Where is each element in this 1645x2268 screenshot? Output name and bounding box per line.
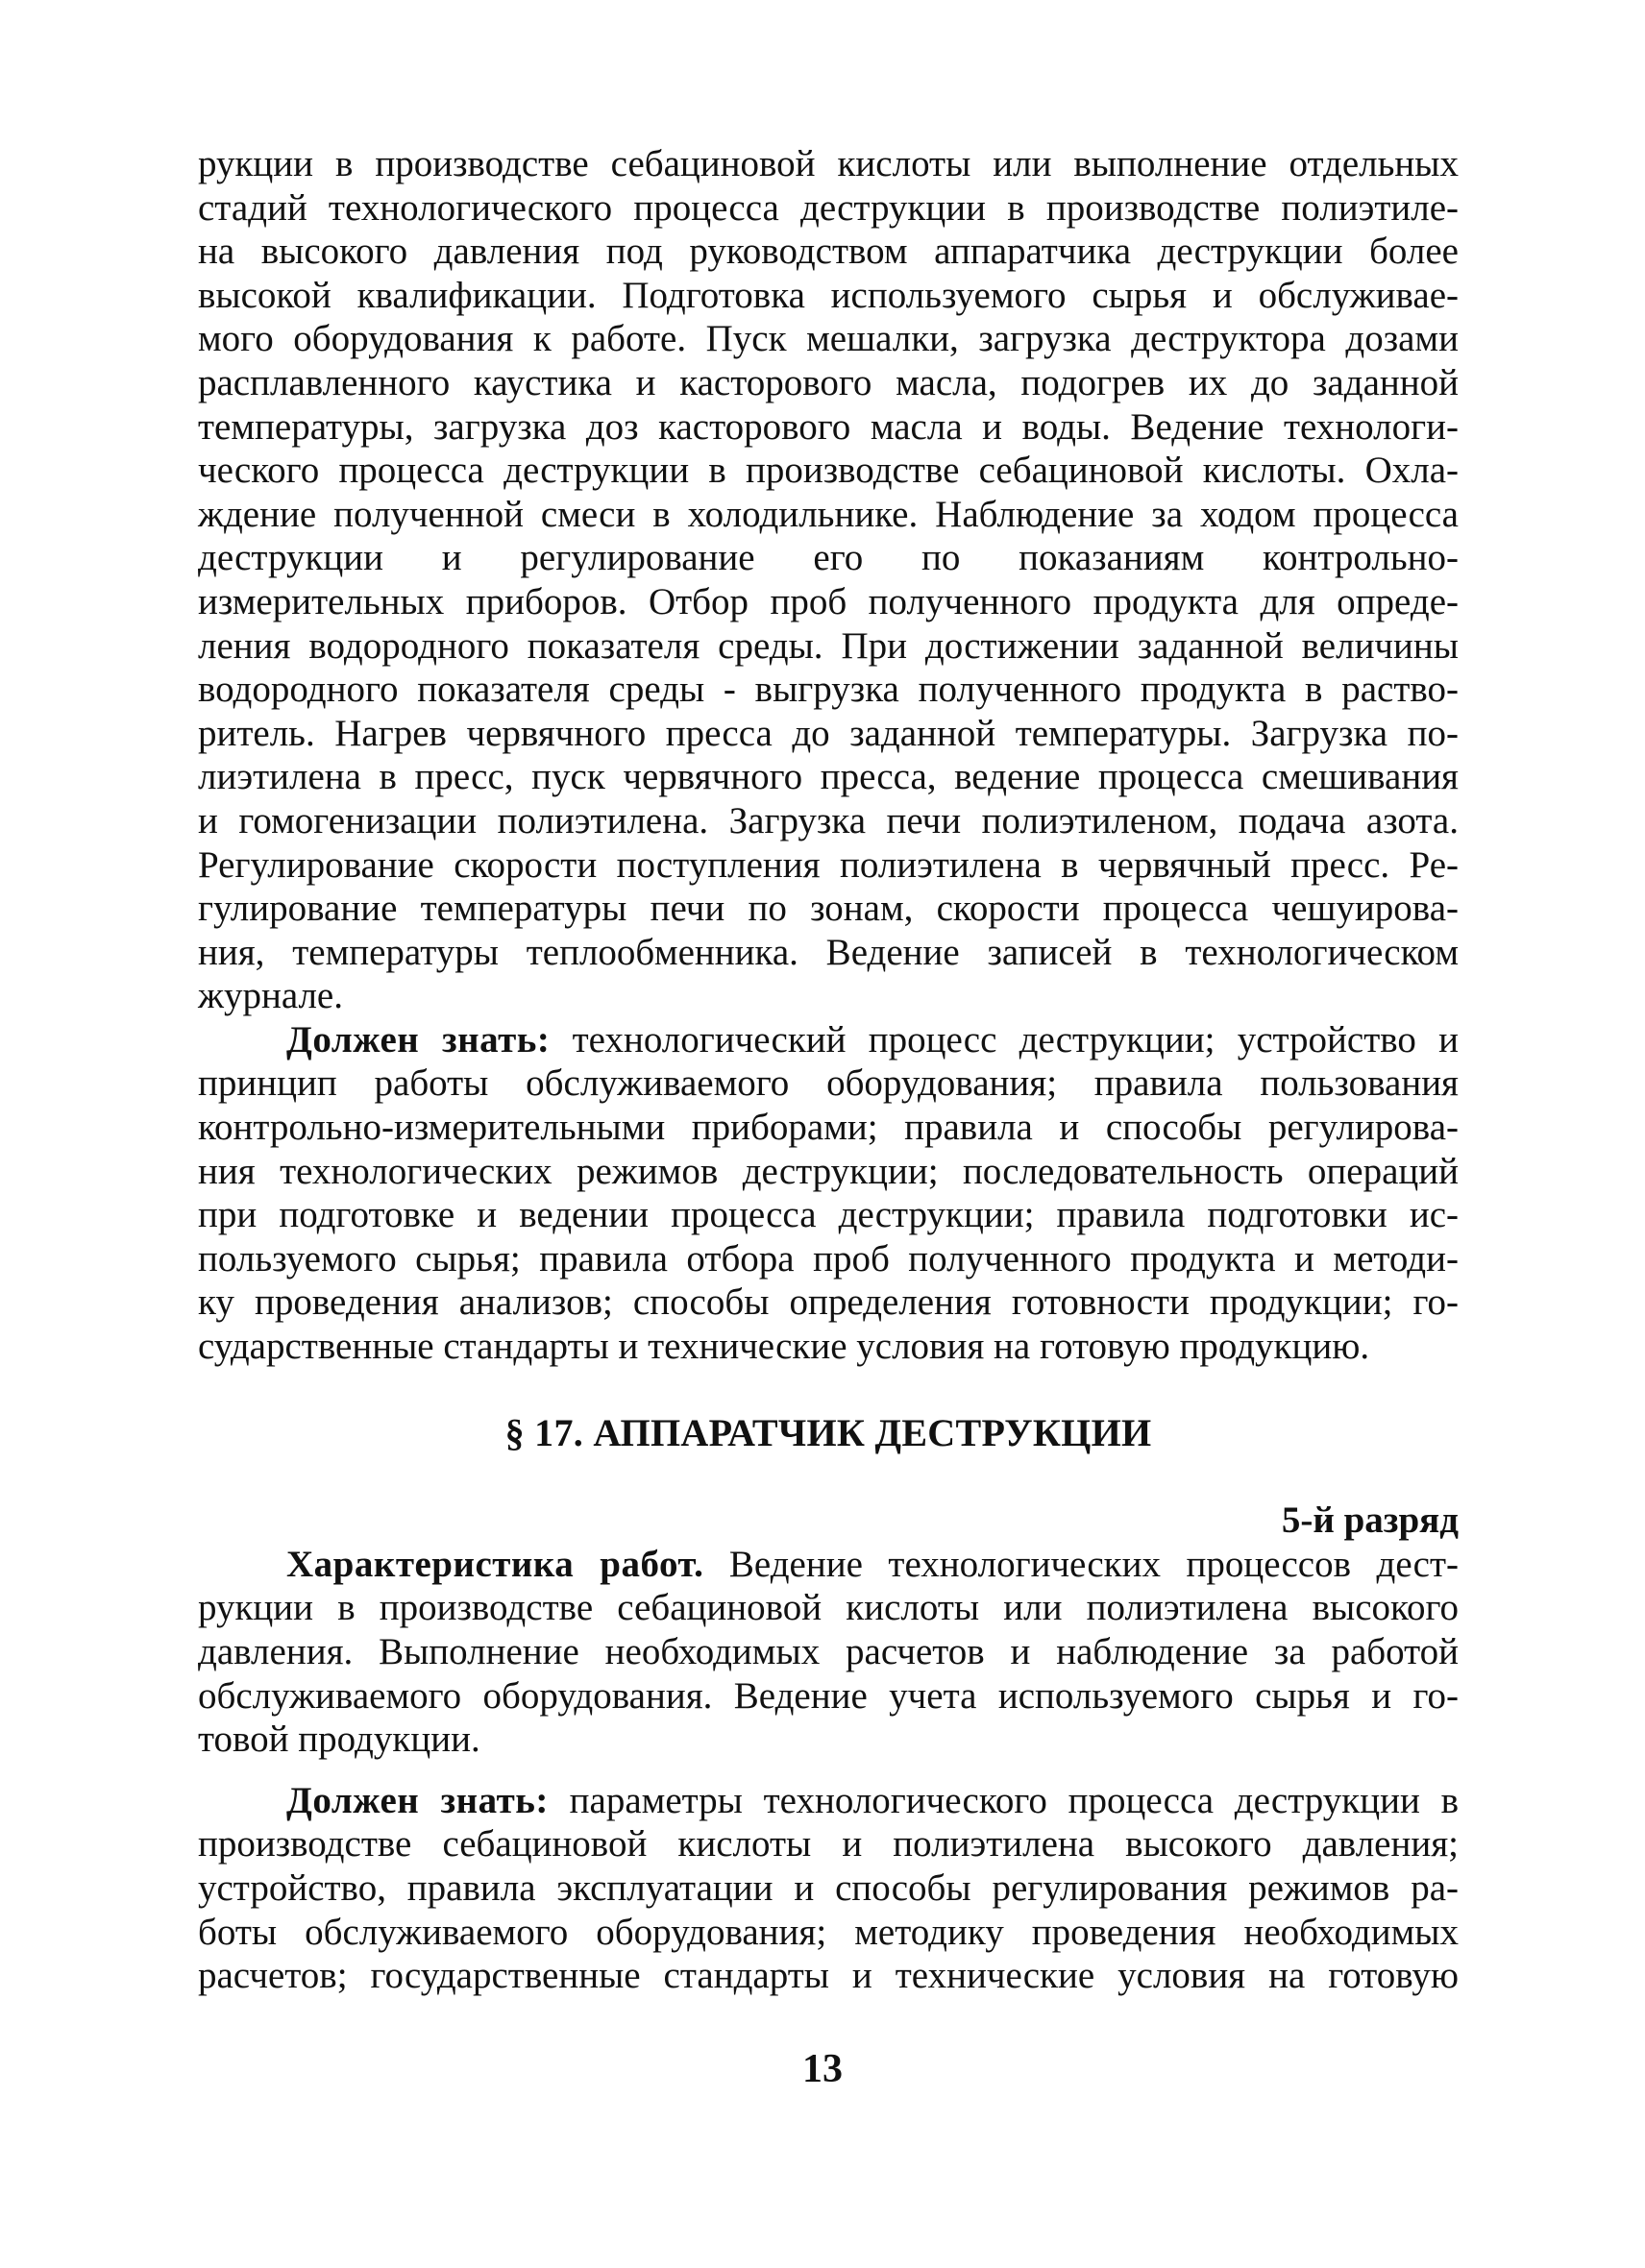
text-line: ку проведения анализов; способы определения готовности продукции; го-	[198, 1281, 1459, 1324]
paragraph-must-know-5	[198, 1779, 1459, 1998]
text-line: и гомогенизации полиэтилена. Загрузка печи полиэтиленом, подача азота.	[198, 799, 1459, 841]
text-line: журнале.	[198, 975, 343, 1017]
text-line: гулирование температуры печи по зонам, скорости процесса чешуирова-	[198, 888, 1459, 930]
text-line: контрольно-измерительными приборами; правила и способы регулирова-	[198, 1107, 1459, 1149]
text-line	[198, 1543, 1459, 1587]
page-number: 13	[802, 2047, 843, 2091]
text-line: рукции в производстве себациновой кислоты или выполнение отдельных	[198, 143, 1459, 184]
spacer	[198, 1369, 1459, 1411]
characteristics-label: Характеристика работ.	[286, 1543, 704, 1585]
text-line: высокой квалификации. Подготовка используемого сырья и обслуживае-	[198, 274, 1459, 316]
text-line: ния технологических режимов деструкции; последовательность операций	[198, 1150, 1459, 1192]
text-line: сударственные стандарты и технические условия на готовую продукцию.	[198, 1326, 1370, 1368]
text-fragment: Ведение технологических процессов дест-	[728, 1543, 1459, 1585]
text-line: стадий технологического процесса деструкции в производстве полиэтиле-	[198, 186, 1459, 229]
text-line: пользуемого сырья; правила отбора проб полученного продукта и методи-	[198, 1237, 1459, 1280]
text-line: температуры, загрузка доз касторового масла и воды. Ведение технологи-	[198, 405, 1459, 448]
text-line: товой продукции.	[198, 1719, 480, 1761]
text-line	[198, 1018, 1459, 1062]
text-line: лиэтилена в пресс, пуск червячного пресса, ведение процесса смешивания	[198, 756, 1459, 798]
page-body	[198, 142, 1459, 1998]
text-line: на высокого давления под руководством аппаратчика деструкции более	[198, 231, 1459, 273]
text-line: обслуживаемого оборудования. Ведение учета используемого сырья и го-	[198, 1674, 1459, 1717]
spacer	[198, 1454, 1459, 1499]
text-line: рукции в производстве себациновой кислоты или полиэтилена высокого	[198, 1587, 1459, 1629]
text-line: производстве себациновой кислоты и полиэтилена высокого давления;	[198, 1823, 1459, 1866]
text-line: измерительных приборов. Отбор проб полученного продукта для опреде-	[198, 580, 1459, 622]
section-heading: § 17. АППАРАТЧИК ДЕСТРУКЦИИ	[504, 1410, 1152, 1454]
paragraph-work-characteristics	[198, 1543, 1459, 1762]
text-line: ления водородного показателя среды. При достижении заданной величины	[198, 624, 1459, 667]
text-line: ческого процесса деструкции в производстве себациновой кислоты. Охла-	[198, 450, 1459, 492]
text-fragment: параметры технологического процесса деструкции в	[569, 1779, 1459, 1821]
must-know-label: Должен знать:	[286, 1779, 549, 1821]
text-line: ния, температуры теплообменника. Ведение записей в технологическом	[198, 931, 1459, 973]
text-line: давления. Выполнение необходимых расчетов и наблюдение за работой	[198, 1631, 1459, 1672]
rank-label: 5-й разряд	[1281, 1500, 1459, 1542]
paragraph-must-know-4	[198, 1018, 1459, 1369]
text-line: расплавленного каустика и касторового масла, подогрев их до заданной	[198, 361, 1459, 403]
text-line: ждение полученной смеси в холодильнике. Наблюдение за ходом процесса	[198, 493, 1459, 535]
paragraph-work-description	[198, 142, 1459, 1018]
text-line: ритель. Нагрев червячного пресса до заданной температуры. Загрузка по-	[198, 712, 1459, 754]
text-line: водородного показателя среды - выгрузка полученного продукта в раство-	[198, 669, 1459, 711]
text-line: при подготовке и ведении процесса деструкции; правила подготовки ис-	[198, 1194, 1459, 1236]
text-line: деструкции и регулирование его по показаниям контрольно-	[198, 537, 1459, 579]
text-line: принцип работы обслуживаемого оборудования; правила пользования	[198, 1062, 1459, 1105]
text-line: расчетов; государственные стандарты и технические условия на готовую	[198, 1955, 1459, 1997]
text-line: боты обслуживаемого оборудования; методику проведения необходимых	[198, 1911, 1459, 1953]
text-line: устройство, правила эксплуатации и способы регулирования режимов ра-	[198, 1866, 1459, 1909]
text-fragment: технологический процесс деструкции; устройство и	[572, 1018, 1459, 1061]
spacer	[198, 1762, 1459, 1779]
text-line	[198, 1779, 1459, 1823]
must-know-label: Должен знать:	[286, 1018, 551, 1061]
text-line: мого оборудования к работе. Пуск мешалки, загрузка деструктора дозами	[198, 318, 1459, 360]
text-line: Регулирование скорости поступления полиэтилена в червячный пресс. Ре-	[198, 843, 1459, 886]
